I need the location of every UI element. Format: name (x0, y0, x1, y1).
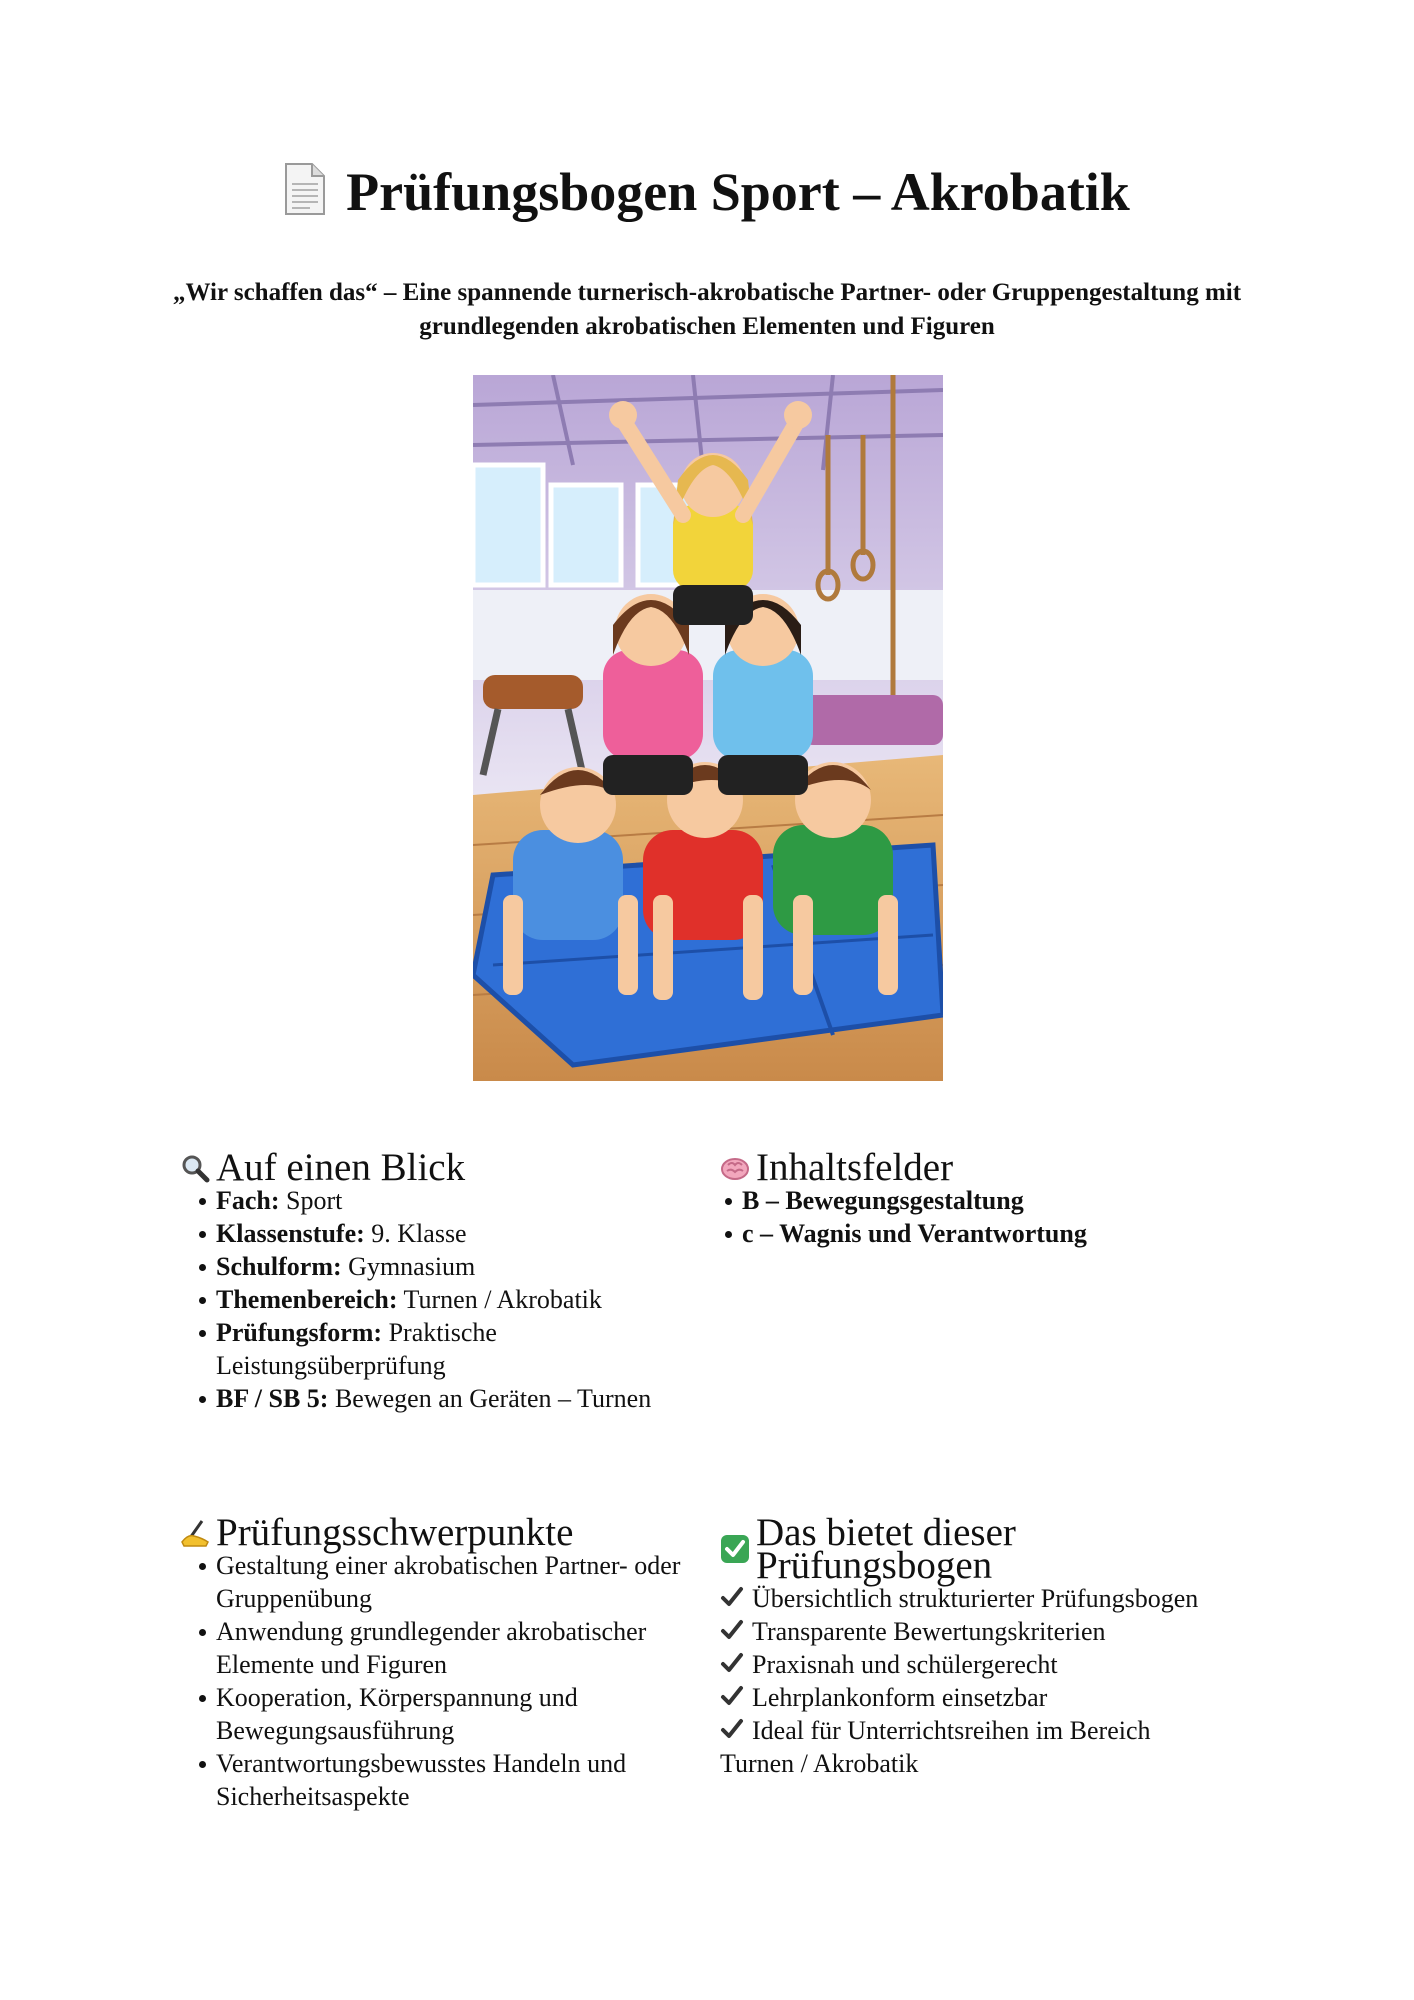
acrobatics-pyramid-illustration (473, 375, 943, 1081)
check-mark-icon (720, 1584, 744, 1608)
list-item: Fach: Sport (194, 1184, 700, 1217)
list-item: Transparente Bewertungskriterien (720, 1615, 1220, 1648)
list-item: Übersichtlich strukturierter Prüfungsbogen (720, 1582, 1220, 1615)
list-item: B – Bewegungsgestaltung (720, 1184, 1220, 1217)
overview-list (180, 1184, 700, 1415)
content-fields-heading (720, 1146, 1220, 1189)
content-fields-section (720, 1146, 1220, 1250)
green-check-box-icon (720, 1534, 750, 1564)
list-item: Klassenstufe: 9. Klasse (194, 1217, 700, 1250)
page-title-text: Prüfungsbogen Sport – Akrobatik (346, 162, 1130, 222)
list-item: c – Wagnis und Verantwortung (720, 1217, 1220, 1250)
benefits-list (720, 1582, 1220, 1780)
check-mark-icon (720, 1617, 744, 1641)
focus-heading-text: Prüfungsschwerpunkte (216, 1511, 574, 1554)
document-icon (284, 162, 326, 216)
benefits-section (720, 1511, 1220, 1780)
check-mark-icon (720, 1650, 744, 1674)
list-item: Prüfungsform: Praktische Leistungsüberprüfung (194, 1316, 700, 1382)
page-subtitle: „Wir schaffen das“ – Eine spannende turnerisch-akrobatische Partner- oder Gruppengestaltung mit grundlegenden akrobatischen Elementen und Figuren (172, 279, 1242, 340)
overview-heading (180, 1146, 700, 1189)
list-item: Ideal für Unterrichtsreihen im Bereich Turnen / Akrobatik (720, 1716, 1151, 1778)
content-fields-list (720, 1184, 1220, 1250)
list-item: Anwendung grundlegender akrobatischer Elemente und Figuren (194, 1615, 710, 1681)
magnifier-icon (180, 1153, 210, 1183)
list-item: Gestaltung einer akrobatischen Partner- oder Gruppenübung (194, 1549, 710, 1615)
focus-heading (180, 1511, 710, 1554)
focus-section (180, 1511, 710, 1813)
list-item: BF / SB 5: Bewegen an Geräten – Turnen (194, 1382, 700, 1415)
list-item: Lehrplankonform einsetzbar (720, 1681, 1220, 1714)
content-fields-heading-text: Inhaltsfelder (756, 1146, 954, 1189)
benefits-heading-text: Das bietet dieser Prüfungsbogen (756, 1511, 1016, 1587)
brain-icon (720, 1153, 750, 1183)
list-item: Praxisnah und schülergerecht (720, 1648, 1220, 1681)
focus-list (180, 1549, 710, 1813)
page-title (0, 160, 1414, 225)
overview-heading-text: Auf einen Blick (216, 1146, 466, 1189)
benefits-heading (720, 1511, 1220, 1587)
overview-section (180, 1146, 700, 1415)
check-mark-icon (720, 1716, 744, 1740)
list-item: Themenbereich: Turnen / Akrobatik (194, 1283, 700, 1316)
list-item: Schulform: Gymnasium (194, 1250, 700, 1283)
writing-hand-icon (180, 1518, 210, 1548)
list-item: Verantwortungsbewusstes Handeln und Sicherheitsaspekte (194, 1747, 710, 1813)
check-mark-icon (720, 1683, 744, 1707)
list-item: Kooperation, Körperspannung und Bewegungsausführung (194, 1681, 710, 1747)
